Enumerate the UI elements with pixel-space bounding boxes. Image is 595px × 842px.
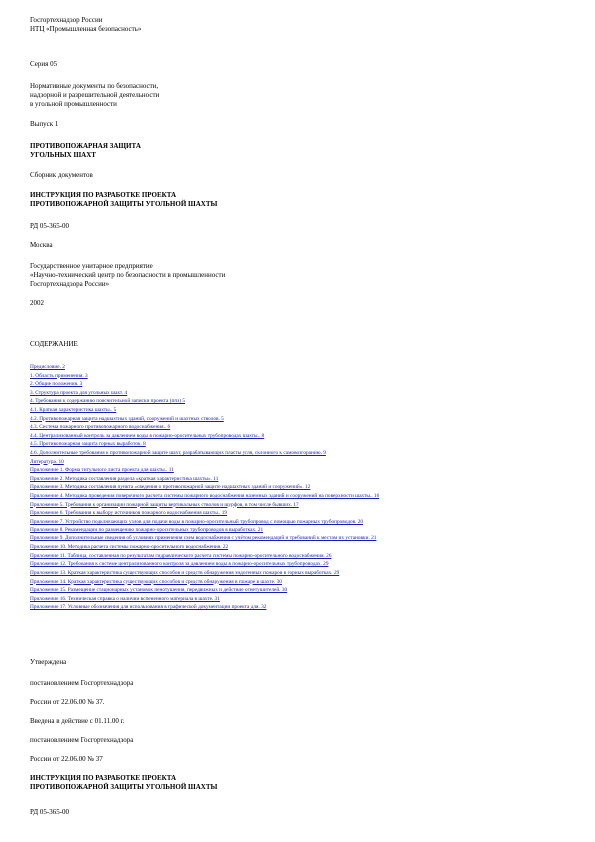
toc-link-appendix-14[interactable]: Приложение 14. Краткая характеристика существующих способов и средств обнаружения в пожаре в шахте. 30 [30,578,282,585]
toc-item [30,415,578,424]
toc-link-appendix-1[interactable]: Приложение 1. Форма титульного листа проекта для шахты.. 11 [30,467,174,474]
publisher-line-3: Госгортехнадзора России» [30,280,110,288]
document-code: РД 05-365-00 [30,222,70,230]
toc-item [30,458,578,467]
toc-item [30,526,578,535]
toc-link-appendix-15[interactable]: Приложение 15. Размещение стационарных установок пенотушения, передвижных и действие огнетушителей. 30 [30,587,288,594]
approval-resolution-2: постановлением Госгортехнадзора [30,736,134,744]
series-title [30,82,159,109]
toc-item [30,423,578,432]
toc-link-appendix-5[interactable]: Приложение 5. Требования к организации пожарной защиты вертикальных стволов и шурфов, в том числе бывших. 17 [30,501,299,508]
collection-label: Сборник документов [30,171,93,179]
instruction-title [30,191,217,209]
toc-link-literature[interactable]: Литература. 10 [30,458,64,465]
toc-link-appendix-4[interactable]: Приложение 4. Методика проведения поверочного расчета системы пожарного водоснабжения наземных зданий и сооружений на поверхности шахты.. 16 [30,492,380,499]
toc-item [30,363,578,372]
toc-link-appendix-8[interactable]: Приложение 8. Рекомендации по размещению пожарно-оросительных трубопроводов в выработках. 21 [30,527,264,534]
toc-link-3[interactable]: 3. Структура проекта для угольных шахт. 4 [30,389,128,396]
toc-link-4[interactable]: 4. Требования к содержанию пояснительной записки проекта (ппз) 5 [30,398,185,405]
document-code-repeat: РД 05-365-00 [30,808,70,816]
toc-item [30,535,578,543]
publisher-header [30,16,141,34]
contents-heading: СОДЕРЖАНИЕ [30,340,78,348]
toc-item [30,432,578,441]
effective-date: Введена в действие с 01.11.00 г. [30,717,125,725]
toc-item [30,543,578,552]
toc-link-4-1[interactable]: 4.1. Краткая характеристика шахты.. 5 [30,406,117,413]
toc-item [30,560,578,569]
publisher-line-1: Государственное унитарное предприятие [30,262,153,270]
org-line-1: Госгортехнадзор России [30,16,103,24]
toc-link-4-2[interactable]: 4.2. Противопожарная защита надшахтных зданий, сооружений и шахтных стволов. 5 [30,415,224,422]
toc-item [30,406,578,415]
toc-link-4-4[interactable]: 4.4. Централизованный контроль за давлением воды в пожарно-оросительных трубопроводах шахты.. 8 [30,432,265,439]
toc-item [30,397,578,406]
series-title-line-1: Нормативные документы по безопасности, [30,82,159,90]
toc-link-appendix-2[interactable]: Приложение 2. Методика составления раздела «краткая характеристика шахты». 11 [30,475,219,482]
publisher-line-2: «Научно-технический центр по безопасности в промышленности [30,271,226,279]
approval-date-2: России от 22.06.00 № 37 [30,755,103,763]
toc-item [30,509,578,518]
publisher-block [30,262,225,289]
toc-link-appendix-10[interactable]: Приложение 10. Методика расчета системы пожарно-оросительного водоснабжения. 22 [30,544,229,551]
toc-item [30,552,578,561]
toc-item [30,440,578,449]
toc-link-appendix-7[interactable]: Приложение 7. Устройство подключающих узлов для подачи воды в пожарно-оросительный трубопровод с помощью пожарных трубопроводов. 20 [30,518,364,525]
collection-title-line-1: ПРОТИВОПОЖАРНАЯ ЗАЩИТА [30,142,141,150]
toc-item [30,501,578,510]
toc-item [30,603,578,612]
table-of-contents [30,363,578,612]
toc-item [30,389,578,398]
instruction-title-repeat-line-2: ПРОТИВОПОЖАРНОЙ ЗАЩИТЫ УГОЛЬНОЙ ШАХТЫ [30,783,218,791]
toc-link-appendix-13[interactable]: Приложение 13. Краткая характеристика существующих способов и средств обнаружения эндогенных пожаров в горных выработках. 29 [30,569,340,576]
toc-item [30,483,578,492]
series-title-line-3: в угольной промышленности [30,100,117,108]
approved-label: Утверждена [30,658,67,666]
approval-date-1: России от 22.06.00 № 37. [30,698,105,706]
toc-link-appendix-3[interactable]: Приложение 3. Методика составления пункта «сведения о противопожарной защите надшахтных зданий и сооружений». 12 [30,484,311,491]
toc-link-appendix-11[interactable]: Приложение 11. Таблица, составленная по результатам гидравлического расчета системы пожарно-оросительного водоснабжения. 26 [30,552,332,559]
toc-item [30,569,578,578]
toc-item [30,518,578,527]
toc-link-1[interactable]: 1. Область применения. 3 [30,372,88,379]
toc-link-appendix-17[interactable]: Приложение 17. Условные обозначения для использования в графической документации проекта для. 32 [30,604,267,611]
instruction-title-line-2: ПРОТИВОПОЖАРНОЙ ЗАЩИТЫ УГОЛЬНОЙ ШАХТЫ [30,200,218,208]
toc-link-appendix-9[interactable]: Приложение 9. Дополнительные сведения об условиях применения схем водоснабжения с учётом рекомендаций и требований к местам их установки. 21 [30,534,377,541]
toc-item [30,466,578,475]
toc-link-appendix-6[interactable]: Приложение 6. Требования к выбору источников пожарного водоснабжения шахты.. 19 [30,510,228,517]
toc-item [30,475,578,484]
toc-link-4-5[interactable]: 4.5. Противопожарная защита горных выработок. 8 [30,441,146,448]
series-title-line-2: надзорной и разрешительной деятельности [30,91,160,99]
instruction-title-line-1: ИНСТРУКЦИЯ ПО РАЗРАБОТКЕ ПРОЕКТА [30,191,177,199]
collection-title-line-2: УГОЛЬНЫХ ШАХТ [30,151,96,159]
collection-title [30,142,141,160]
toc-item [30,380,578,389]
toc-link-preface[interactable]: Предисловие. 2 [30,364,65,370]
toc-item [30,586,578,595]
toc-item [30,372,578,381]
toc-item [30,595,578,604]
toc-item [30,492,578,501]
approval-resolution-1: постановлением Госгортехнадзора [30,679,134,687]
publication-year: 2002 [30,299,44,307]
series-label: Серия 05 [30,60,58,68]
instruction-title-repeat [30,774,217,792]
toc-link-appendix-12[interactable]: Приложение 12. Требования к системе централизованного контроля за давлением воды в пожарно-оросительных трубопроводах. 29 [30,561,329,568]
city: Москва [30,241,53,249]
toc-item [30,449,578,458]
toc-link-appendix-16[interactable]: Приложение 16. Техническая справка о наличии вспененного материала в шахте. 31 [30,595,220,602]
toc-link-4-6[interactable]: 4.6. Дополнительные требования к противопожарной защите шахт, разрабатывающих пласты угля, склонного к самовозгоранию. 9 [30,449,326,456]
instruction-title-repeat-line-1: ИНСТРУКЦИЯ ПО РАЗРАБОТКЕ ПРОЕКТА [30,774,177,782]
toc-link-4-3[interactable]: 4.3. Система пожарного противопожарного водоснабжения.. 6 [30,424,171,431]
org-line-2: НТЦ «Промышленная безопасность» [30,25,142,33]
toc-item [30,578,578,587]
issue-label: Выпуск 1 [30,120,59,128]
toc-link-2[interactable]: 2. Общие положения. 3 [30,381,83,388]
